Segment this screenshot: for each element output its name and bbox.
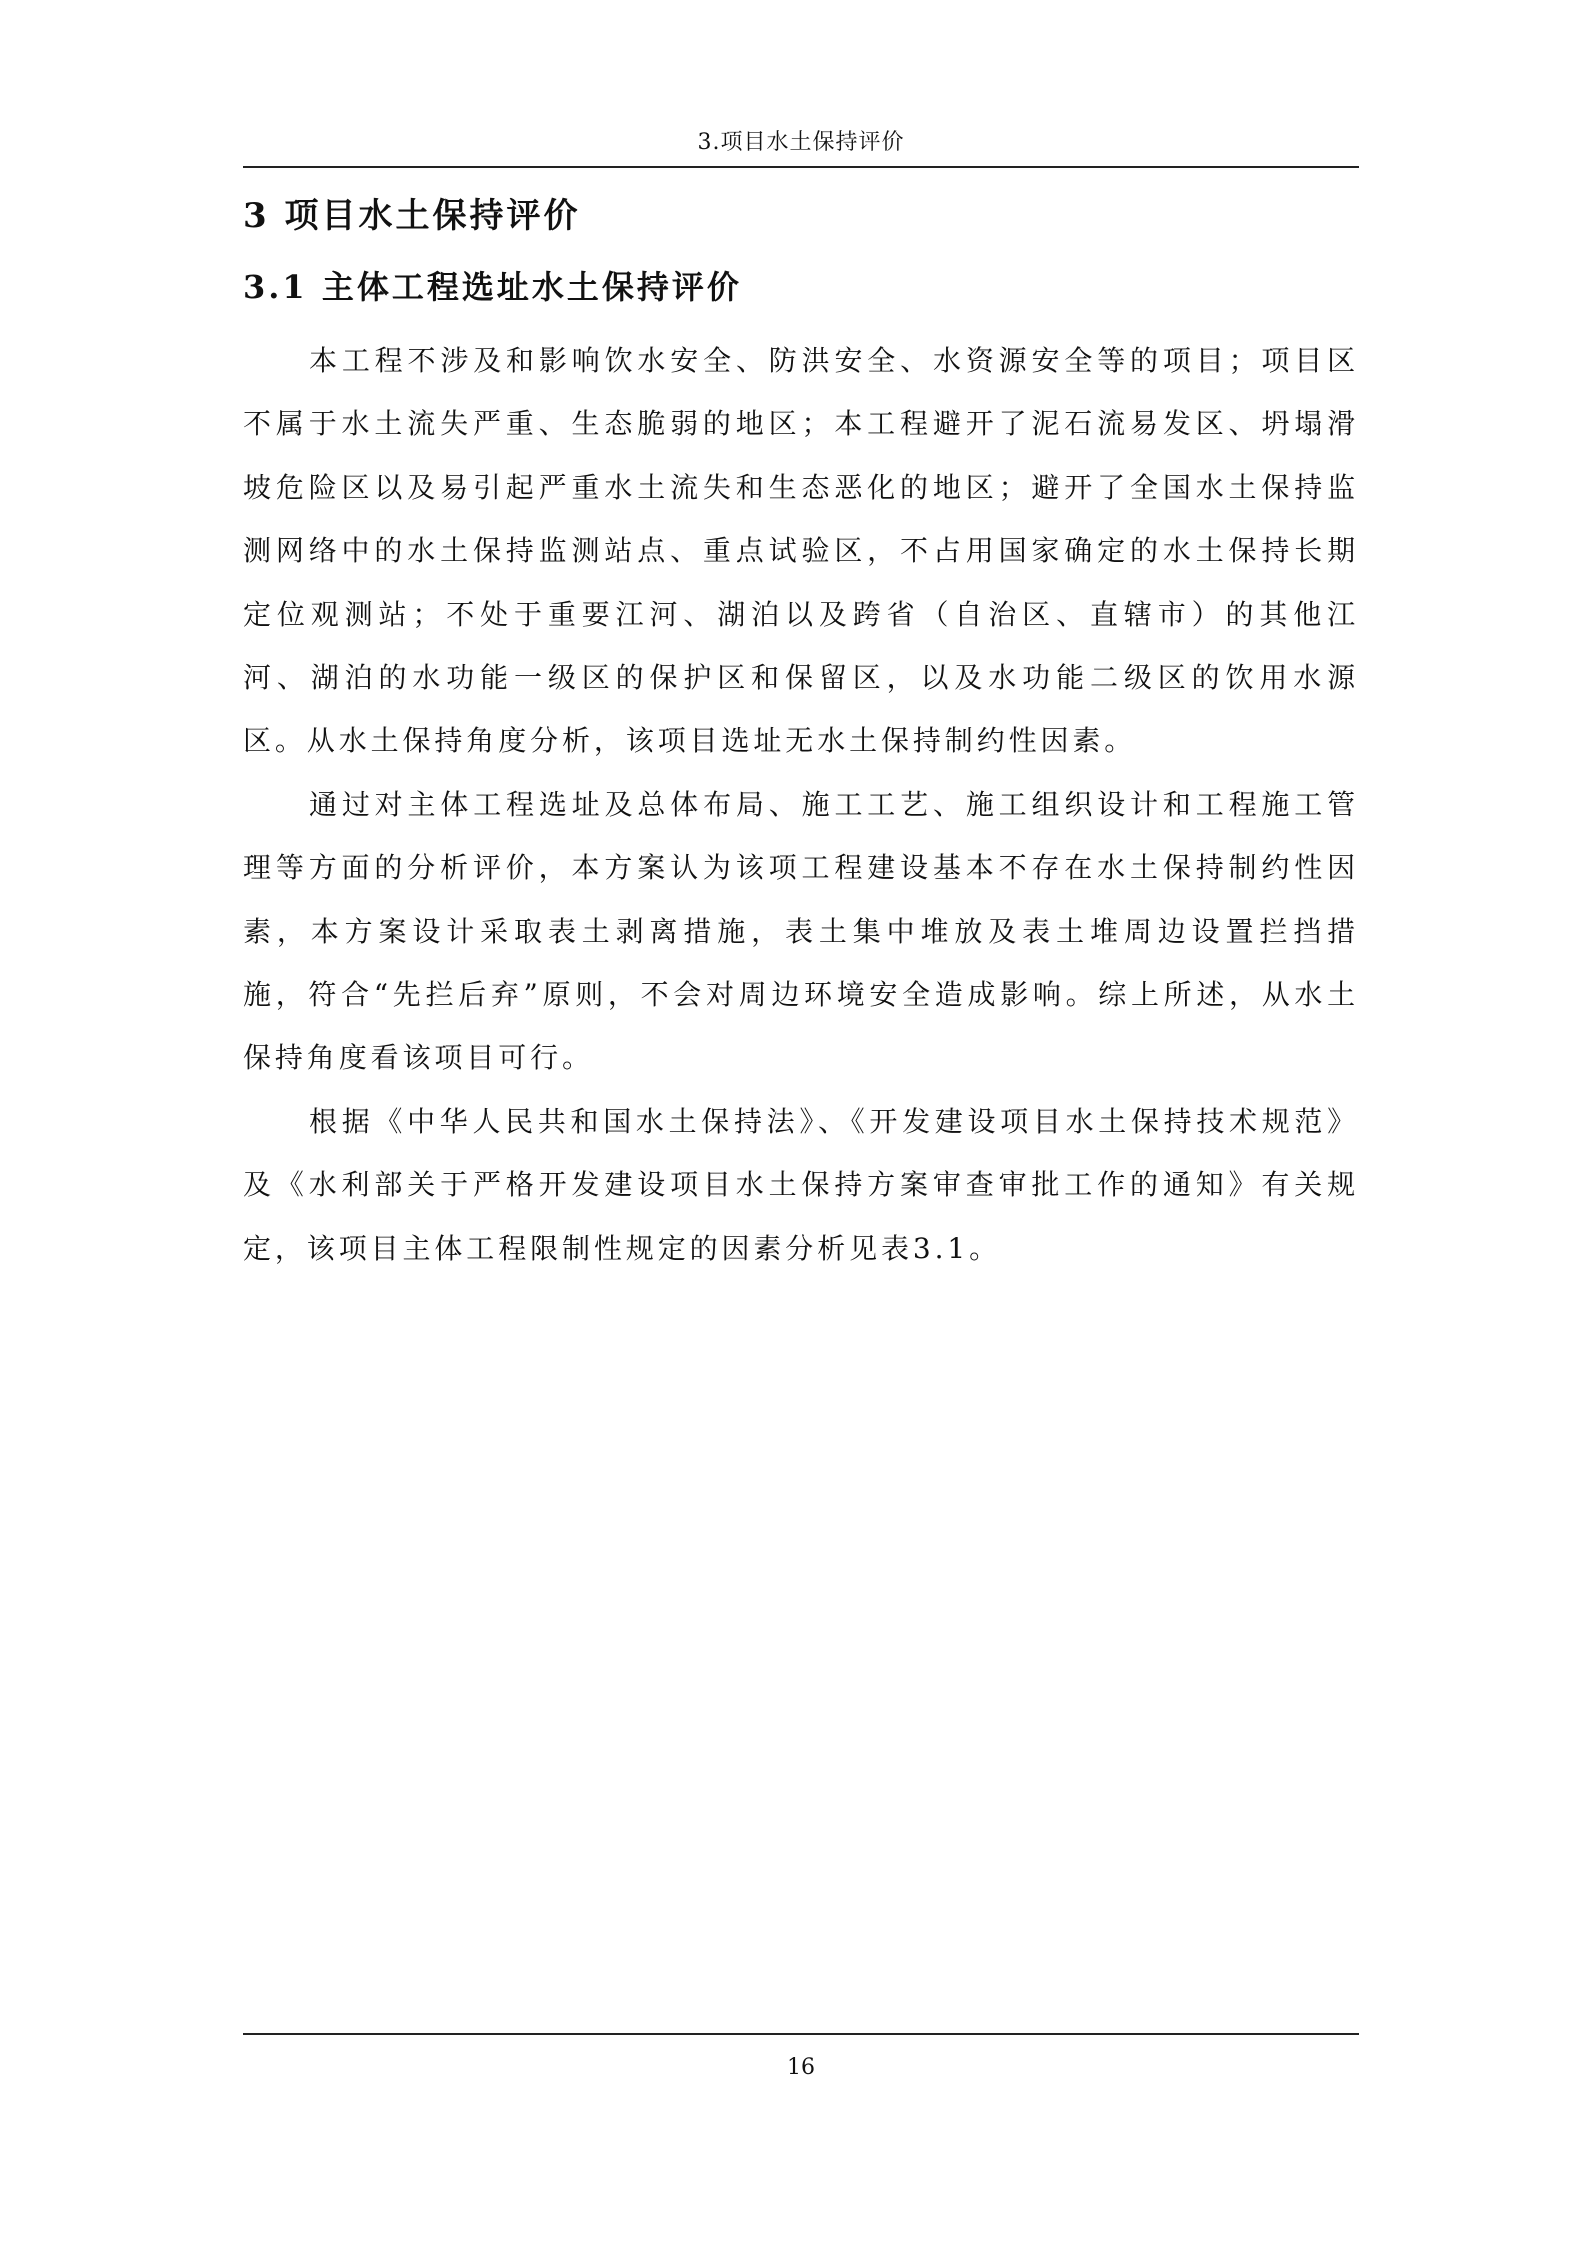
page-number: 16 (787, 2055, 815, 2080)
running-header: 3.项目水土保持评价 (697, 130, 905, 155)
paragraph-site-evaluation: 本工程不涉及和影响饮水安全、防洪安全、水资源安全等的项目；项目区不属于水土流失严重、生态脆弱的地区；本工程避开了泥石流易发区、坍塌滑坡危险区以及易引起严重水土流失和生态恶化的地区；避开了全国水土保持监测网络中的水土保持监测站点、重点试验区，不占用国家确定的水土保持长期定位观测站；不处于重要江河、湖泊以及跨省（自治区、直辖市）的其他江河、湖泊的水功能一级区的保护区和保留区，以及水功能二级区的饮用水源区。从水土保持角度分析，该项目选址无水土保持制约性因素。 (243, 344, 1359, 758)
body-text (243, 329, 1359, 1280)
chapter-heading: 3 项目水土保持评价 (243, 196, 581, 236)
paragraph-analysis-conclusion: 通过对主体工程选址及总体布局、施工工艺、施工组织设计和工程施工管理等方面的分析评价，本方案认为该项工程建设基本不存在水土保持制约性因素，本方案设计采取表土剥离措施，表土集中堆放及表土堆周边设置拦挡措施，符合“先拦后弃”原则，不会对周边环境安全造成影响。综上所述，从水土保持角度看该项目可行。 (243, 787, 1359, 1075)
paragraph-regulation-reference: 根据《中华人民共和国水土保持法》、《开发建设项目水土保持技术规范》及《水利部关于严格开发建设项目水土保持方案审查审批工作的通知》有关规定，该项目主体工程限制性规定的因素分析见表3.1。 (243, 1104, 1359, 1265)
header-rule (243, 166, 1359, 168)
footer-rule (243, 2033, 1359, 2035)
section-heading: 3.1 主体工程选址水土保持评价 (243, 268, 742, 306)
